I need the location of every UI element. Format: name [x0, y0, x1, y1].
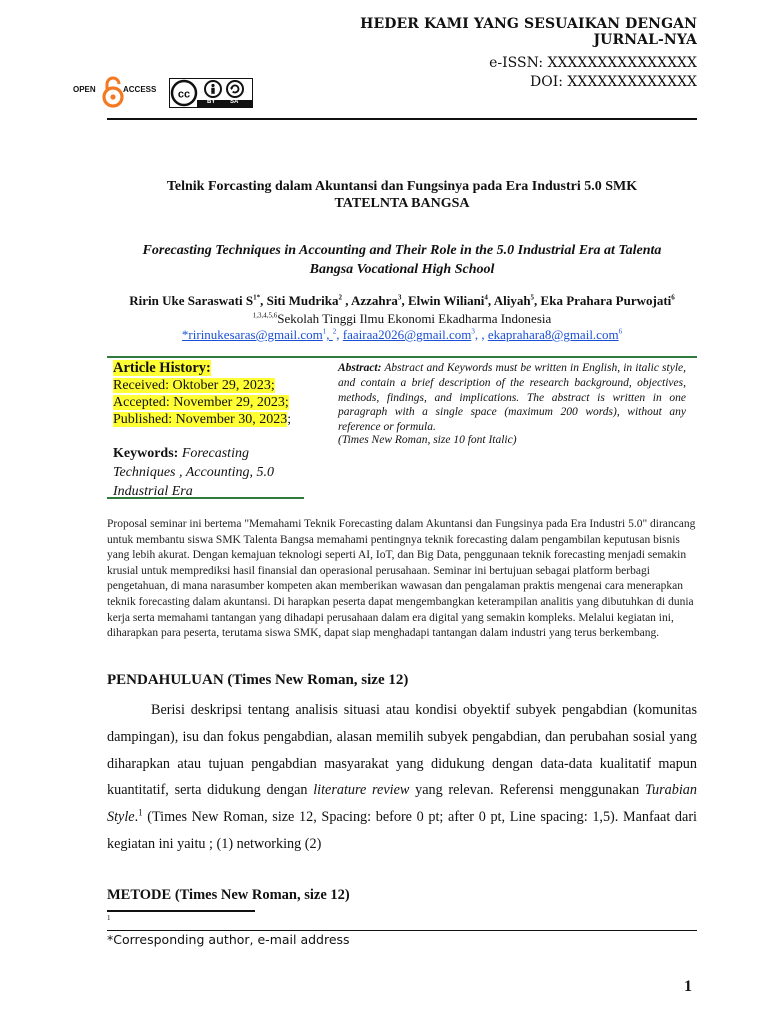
body-text-run: (Times New Roman, size 12, Spacing: before 0 pt; after 0 pt, Line spacing: 1,5). Manfaat dari kegiatan ini yaitu ; (1) networking (2)	[107, 809, 697, 852]
proposal-paragraph: Proposal seminar ini bertema "Memahami Teknik Forecasting dalam Akuntansi dan Fungsinya pada Era Industri 5.0" dirancang untuk membantu siswa SMK Talenta Bangsa memahami pentingnya teknik forecasting dalam pengambilan keputusan bisnis yang lebih akurat. Dengan kemajuan teknologi seperti AI, IoT, dan Big Data, penggunaan teknik forecasting menjadi semakin krusial untuk memprediksi hasil finansial dan operasional perusahaan. Seminar ini bertujuan sebagai platform berbagi pengetahuan, di mana narasumber kompeten akan memberikan wawasan dan pengalaman praktis mengenai cara menerapkan teknik forecasting dalam akuntansi. Di harapkan peserta dapat mengembangkan keterampilan analitis yang dibutuhkan di dunia kerja serta memahami tantangan yang dihadapi perusahaan dalam era digital yang semakin kompleks. Melalui kegiatan ini, diharapkan para peserta, terutama siswa SMK, dapat siap menghadapi tantangan dalam industri yang terus berkembang.	[107, 518, 696, 640]
journal-heading: HEDER KAMI YANG SESUAIKAN DENGAN JURNAL-NYA	[360, 16, 697, 48]
page-number: 1	[684, 978, 692, 995]
email-separator: ,	[326, 327, 333, 342]
email-sup: 1	[322, 327, 327, 336]
article-history	[113, 360, 303, 428]
keywords-label: Keywords:	[113, 446, 179, 461]
cc-by-label: BY	[207, 99, 216, 105]
author-sup: 2	[338, 293, 342, 302]
indonesian-title-line: TATELNTA BANGSA	[334, 196, 470, 211]
open-access-logo-open: OPEN	[73, 85, 96, 94]
english-title-line: Forecasting Techniques in Accounting and Their Role in the 5.0 Industrial Era at Talenta	[142, 243, 662, 258]
footnote-text: *Corresponding author, e-mail address	[107, 932, 350, 947]
header-divider	[107, 118, 697, 120]
author-name: , Eka Prahara Purwojati	[534, 293, 672, 308]
footnote-rule	[107, 930, 697, 931]
metode-heading: METODE (Times New Roman, size 12)	[107, 887, 350, 903]
english-title	[107, 241, 697, 279]
abstract-label: Abstract:	[338, 362, 382, 374]
email-sup: 6	[618, 327, 623, 336]
accepted-date: Accepted: November 29, 2023;	[113, 395, 289, 410]
svg-text:cc: cc	[177, 88, 191, 101]
issn-text: e-ISSN: XXXXXXXXXXXXXXX	[489, 55, 697, 71]
author-name: , Elwin Wiliani	[401, 293, 485, 308]
info-box-top-rule	[107, 356, 697, 358]
keywords-value: Forecasting Techniques , Accounting, 5.0 Industrial Era	[113, 446, 274, 499]
abstract-text: Abstract and Keywords must be written in English, in italic style, and contain a brief description of the research background, objectives, methods, findings, and implications. The abstract is written in one paragraph with a single space (maximum 200 words), without any reference or formula.	[338, 362, 686, 434]
published-date-tail: ;	[287, 412, 292, 427]
indonesian-title-line: Telnik Forcasting dalam Akuntansi dan Fungsinya pada Era Industri 5.0 SMK	[166, 179, 638, 194]
body-italic-run: literature review	[313, 782, 410, 799]
footnote-ref[interactable]: 1	[138, 807, 143, 818]
author-sup: 1*	[253, 293, 261, 302]
published-date: Published: November 30, 2023	[113, 412, 288, 427]
author-sup: 4	[484, 293, 488, 302]
author-sup: 3	[397, 293, 402, 302]
keywords	[113, 444, 303, 501]
body-italic-run: Turabian Style	[107, 782, 697, 826]
doi-text: DOI: XXXXXXXXXXXXX	[530, 74, 697, 90]
cc-by-sa-badge	[169, 78, 253, 108]
cc-sa-label: SA	[230, 99, 239, 105]
affiliation-text: Sekolah Tinggi Ilmu Ekonomi Ekadharma Indonesia	[277, 311, 552, 326]
abstract	[338, 361, 686, 435]
author-list	[107, 293, 697, 309]
author-name: , Aliyah	[487, 293, 531, 308]
email-separator: ,	[336, 327, 343, 342]
email-link[interactable]: *ririnukesaras@gmail.com	[181, 327, 323, 342]
email-sup: 2	[332, 327, 337, 336]
open-access-logo	[73, 74, 163, 110]
author-sup: 6	[671, 293, 675, 302]
footnote-number: 1	[107, 914, 111, 922]
pendahuluan-body	[107, 697, 697, 858]
email-link[interactable]: ekaprahara8@gmail.com	[487, 327, 619, 342]
author-name: , Azzahra	[341, 293, 398, 308]
author-name: Ririn Uke Saraswati S	[129, 293, 254, 308]
author-sup: 5	[530, 293, 535, 302]
indonesian-title	[107, 178, 697, 212]
body-text-run: Berisi deskripsi tentang analisis situasi atau kondisi obyektif subyek pengabdian (komunitas dampingan), isu dan fokus pengabdian, alasan memilih subyek pengabdian, dan perubahan sosial yang diharapkan atau tujuan pengabdian masyarakat yang didukung dengan data-data kualitatif mapun kuantitatif, serta didukung dengan	[107, 702, 697, 799]
author-name: , Siti Mudrika	[260, 293, 339, 308]
english-title-line: Bangsa Vocational High School	[309, 262, 495, 277]
email-sup: 3	[471, 327, 475, 336]
abstract-note: (Times New Roman, size 10 font Italic)	[338, 434, 517, 446]
pendahuluan-heading: PENDAHULUAN (Times New Roman, size 12)	[107, 672, 409, 688]
journal-identifiers	[430, 54, 697, 92]
email-separator: , ,	[474, 327, 488, 342]
received-date: Received: Oktober 29, 2023;	[113, 378, 275, 393]
body-text-run: yang relevan. Referensi menggunakan	[409, 782, 645, 799]
open-lock-icon	[102, 76, 124, 108]
affiliation-sup: 1,3,4,5,6	[252, 311, 278, 320]
open-access-logo-access: ACCESS	[123, 85, 157, 94]
footnote-separator	[107, 910, 255, 912]
email-link[interactable]: faairaa2026@gmail.com	[342, 327, 472, 342]
article-history-heading: Article History:	[113, 360, 211, 376]
body-text-run: .	[134, 809, 139, 826]
author-emails	[107, 327, 697, 343]
affiliation	[107, 311, 697, 327]
